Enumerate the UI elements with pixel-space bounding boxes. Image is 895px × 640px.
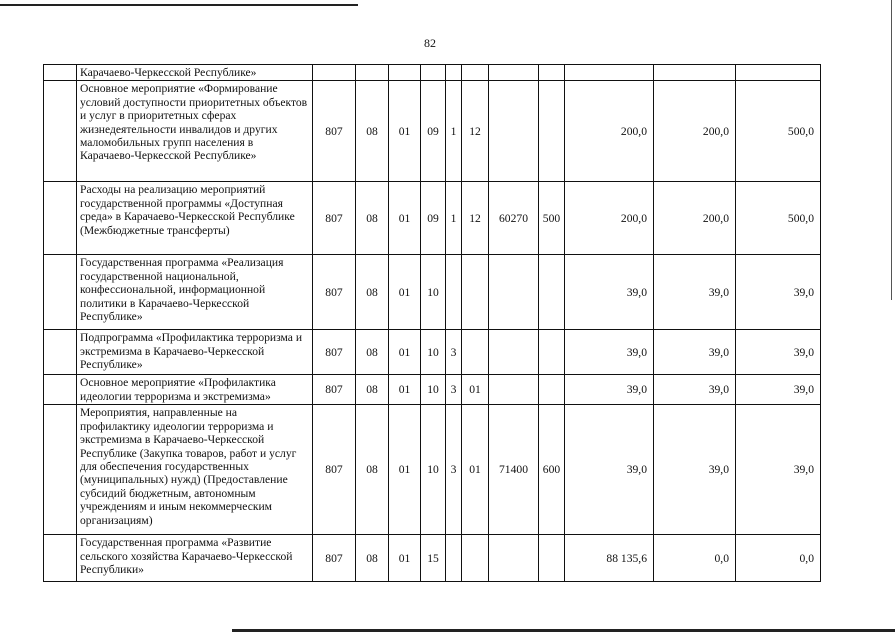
activity-code-cell: [462, 65, 489, 81]
ministry-code-cell: 807: [313, 81, 356, 182]
amount-year-3-cell: 500,0: [736, 81, 821, 182]
expense-type-cell: [539, 330, 565, 375]
amount-year-1-cell: 200,0: [565, 182, 654, 255]
expense-type-cell: 600: [539, 405, 565, 535]
activity-code-cell: [462, 330, 489, 375]
ministry-code-cell: 807: [313, 182, 356, 255]
section-code-cell: 08: [356, 255, 389, 330]
table-row: [44, 182, 821, 255]
amount-year-3-cell: 39,0: [736, 330, 821, 375]
table-row: [44, 535, 821, 582]
scan-border-right: [891, 0, 892, 300]
budget-table-body: [44, 65, 821, 582]
subprogram-code-cell: 3: [446, 375, 462, 405]
amount-year-3-cell: 0,0: [736, 535, 821, 582]
activity-code-cell: 01: [462, 405, 489, 535]
subsection-code-cell: 01: [389, 405, 421, 535]
amount-year-1-cell: 39,0: [565, 405, 654, 535]
expense-type-cell: [539, 65, 565, 81]
index-cell: [44, 405, 77, 535]
program-code-cell: 09: [421, 81, 446, 182]
index-cell: [44, 255, 77, 330]
amount-year-2-cell: 200,0: [654, 182, 736, 255]
expense-type-cell: [539, 81, 565, 182]
subsection-code-cell: [389, 65, 421, 81]
direction-code-cell: 71400: [489, 405, 539, 535]
amount-year-3-cell: 39,0: [736, 255, 821, 330]
page-number: 82: [424, 36, 436, 50]
section-code-cell: 08: [356, 330, 389, 375]
direction-code-cell: [489, 375, 539, 405]
section-code-cell: [356, 65, 389, 81]
section-code-cell: 08: [356, 405, 389, 535]
ministry-code-cell: 807: [313, 330, 356, 375]
budget-table: [43, 64, 821, 582]
ministry-code-cell: 807: [313, 255, 356, 330]
activity-code-cell: 12: [462, 182, 489, 255]
table-row: [44, 65, 821, 81]
item-name-cell: Карачаево-Черкесской Республике»: [77, 65, 313, 81]
item-name-cell: Расходы на реализацию мероприятий государственной программы «Доступная среда» в Карачаево-Черкесской Республике (Межбюджетные трансферты): [77, 182, 313, 255]
activity-code-cell: [462, 255, 489, 330]
expense-type-cell: [539, 375, 565, 405]
subprogram-code-cell: 1: [446, 81, 462, 182]
activity-code-cell: [462, 535, 489, 582]
expense-type-cell: 500: [539, 182, 565, 255]
item-name-cell: Государственная программа «Развитие сельского хозяйства Карачаево-Черкесской Республики»: [77, 535, 313, 582]
activity-code-cell: 01: [462, 375, 489, 405]
direction-code-cell: [489, 330, 539, 375]
table-row: [44, 255, 821, 330]
program-code-cell: 10: [421, 255, 446, 330]
section-code-cell: 08: [356, 375, 389, 405]
index-cell: [44, 330, 77, 375]
subprogram-code-cell: 1: [446, 182, 462, 255]
amount-year-1-cell: 200,0: [565, 81, 654, 182]
amount-year-1-cell: 39,0: [565, 255, 654, 330]
table-row: [44, 330, 821, 375]
expense-type-cell: [539, 255, 565, 330]
amount-year-1-cell: 88 135,6: [565, 535, 654, 582]
program-code-cell: 15: [421, 535, 446, 582]
amount-year-2-cell: 39,0: [654, 255, 736, 330]
direction-code-cell: [489, 255, 539, 330]
program-code-cell: 10: [421, 330, 446, 375]
section-code-cell: 08: [356, 81, 389, 182]
item-name-cell: Основное мероприятие «Формирование условий доступности приоритетных объектов и услуг в приоритетных сферах жизнедеятельности инвалидов и других маломобильных групп населения в Карачаево-Черкесской Республике»: [77, 81, 313, 182]
amount-year-3-cell: 39,0: [736, 375, 821, 405]
subprogram-code-cell: [446, 535, 462, 582]
amount-year-2-cell: 39,0: [654, 405, 736, 535]
amount-year-3-cell: [736, 65, 821, 81]
subsection-code-cell: 01: [389, 255, 421, 330]
direction-code-cell: [489, 65, 539, 81]
amount-year-3-cell: 39,0: [736, 405, 821, 535]
expense-type-cell: [539, 535, 565, 582]
scan-border-top: [0, 4, 358, 6]
activity-code-cell: 12: [462, 81, 489, 182]
table-row: [44, 81, 821, 182]
amount-year-1-cell: 39,0: [565, 375, 654, 405]
direction-code-cell: [489, 535, 539, 582]
amount-year-1-cell: 39,0: [565, 330, 654, 375]
ministry-code-cell: 807: [313, 405, 356, 535]
program-code-cell: 10: [421, 405, 446, 535]
amount-year-3-cell: 500,0: [736, 182, 821, 255]
amount-year-2-cell: 0,0: [654, 535, 736, 582]
subsection-code-cell: 01: [389, 330, 421, 375]
ministry-code-cell: [313, 65, 356, 81]
item-name-cell: Мероприятия, направленные на профилактику идеологии терроризма и экстремизма в Карачаево-Черкесской Республике (Закупка товаров, работ и услуг для обеспечения государственных (муниципальных) нужд) (Предоставление субсидий бюджетным, автономным учреждениям и иным некоммерческим организациям): [77, 405, 313, 535]
table-row: [44, 405, 821, 535]
item-name-cell: Основное мероприятие «Профилактика идеологии терроризма и экстремизма»: [77, 375, 313, 405]
index-cell: [44, 81, 77, 182]
direction-code-cell: [489, 81, 539, 182]
section-code-cell: 08: [356, 535, 389, 582]
subprogram-code-cell: 3: [446, 405, 462, 535]
program-code-cell: 09: [421, 182, 446, 255]
amount-year-2-cell: 39,0: [654, 375, 736, 405]
program-code-cell: 10: [421, 375, 446, 405]
amount-year-1-cell: [565, 65, 654, 81]
subprogram-code-cell: [446, 65, 462, 81]
amount-year-2-cell: [654, 65, 736, 81]
scan-border-bottom: [232, 629, 895, 632]
subprogram-code-cell: 3: [446, 330, 462, 375]
subprogram-code-cell: [446, 255, 462, 330]
index-cell: [44, 535, 77, 582]
index-cell: [44, 65, 77, 81]
subsection-code-cell: 01: [389, 535, 421, 582]
item-name-cell: Государственная программа «Реализация государственной национальной, конфессиональной, информационной политики в Карачаево-Черкесской Республике»: [77, 255, 313, 330]
section-code-cell: 08: [356, 182, 389, 255]
table-row: [44, 375, 821, 405]
amount-year-2-cell: 200,0: [654, 81, 736, 182]
ministry-code-cell: 807: [313, 535, 356, 582]
ministry-code-cell: 807: [313, 375, 356, 405]
item-name-cell: Подпрограмма «Профилактика терроризма и экстремизма в Карачаево-Черкесской Республике»: [77, 330, 313, 375]
index-cell: [44, 375, 77, 405]
program-code-cell: [421, 65, 446, 81]
amount-year-2-cell: 39,0: [654, 330, 736, 375]
subsection-code-cell: 01: [389, 182, 421, 255]
subsection-code-cell: 01: [389, 375, 421, 405]
subsection-code-cell: 01: [389, 81, 421, 182]
direction-code-cell: 60270: [489, 182, 539, 255]
index-cell: [44, 182, 77, 255]
